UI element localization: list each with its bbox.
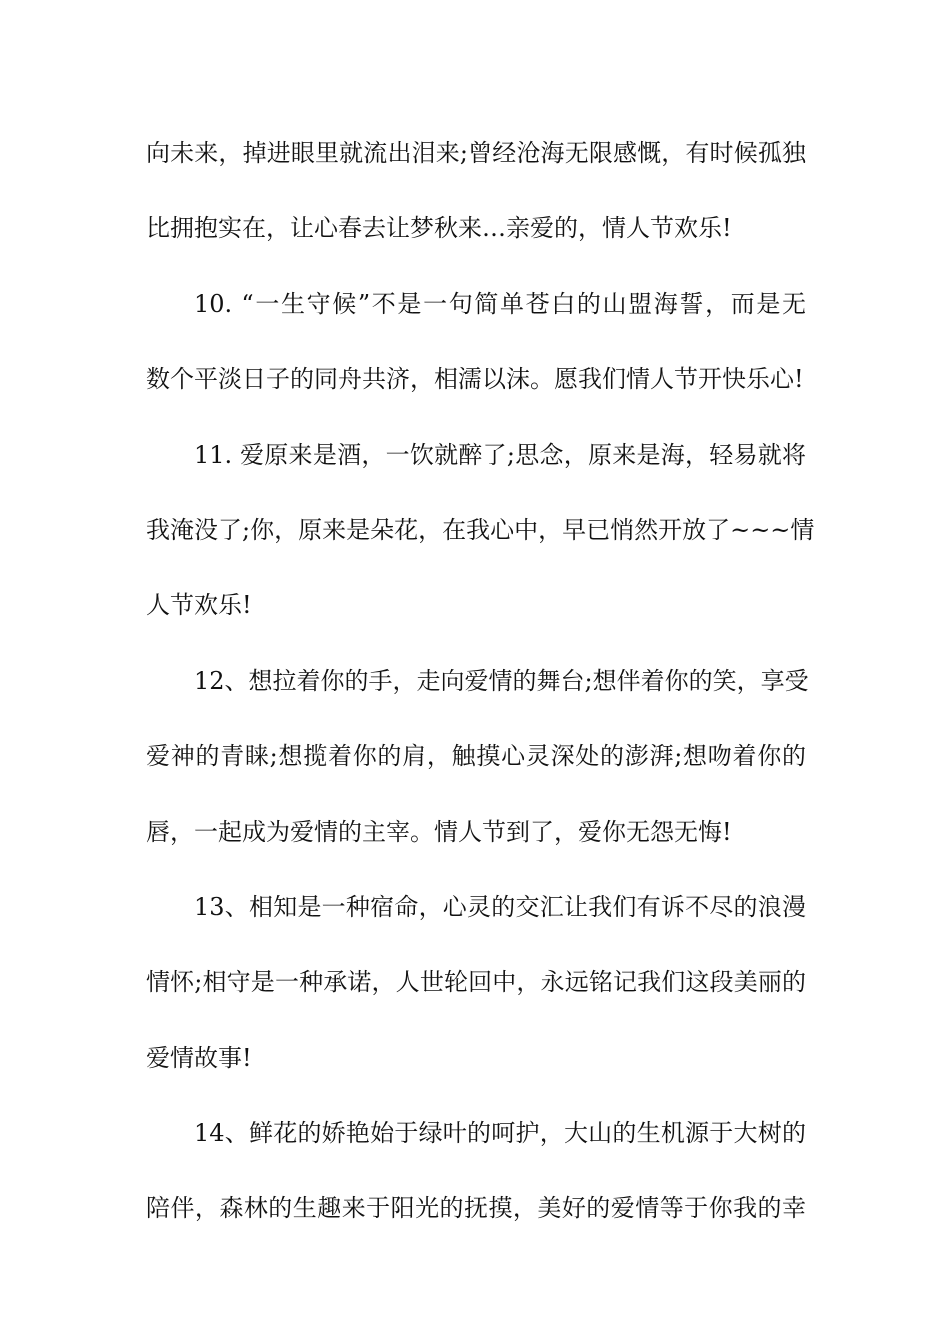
paragraph-11-start: 11. 爱原来是酒，一饮就醉了;思念，原来是海，轻易就将 [194, 440, 806, 469]
text-line: 人节欢乐! [146, 591, 252, 620]
text-line: 比拥抱实在，让心春去让梦秋来…亲爱的，情人节欢乐! [146, 214, 732, 243]
paragraph-14-start: 14、鲜花的娇艳始于绿叶的呵护，大山的生机源于大树的 [194, 1119, 806, 1148]
text-line: 爱情故事! [146, 1043, 252, 1072]
text-line: 情怀;相守是一种承诺，人世轮回中，永远铭记我们这段美丽的 [146, 968, 806, 997]
text-line: 向未来，掉进眼里就流出泪来;曾经沧海无限感慨，有时候孤独 [146, 139, 806, 167]
text-line: 爱神的青睐;想揽着你的肩，触摸心灵深处的澎湃;想吻着你的 [146, 742, 806, 771]
text-line: 陪伴，森林的生趣来于阳光的抚摸，美好的爱情等于你我的幸 [146, 1194, 806, 1223]
text-line: 我淹没了;你，原来是朵花，在我心中，早已悄然开放了~~~情 [146, 515, 815, 544]
text-line: 唇，一起成为爱情的主宰。情人节到了，爱你无怨无悔! [146, 817, 732, 846]
paragraph-10-start: 10. “一生守候”不是一句简单苍白的山盟海誓，而是无 [194, 289, 806, 318]
document-body [146, 116, 815, 1247]
paragraph-13-start: 13、相知是一种宿命，心灵的交汇让我们有诉不尽的浪漫 [194, 892, 806, 921]
text-line: 数个平淡日子的同舟共济，相濡以沫。愿我们情人节开快乐心! [146, 365, 804, 394]
paragraph-12-start: 12、想拉着你的手，走向爱情的舞台;想伴着你的笑，享受 [194, 666, 809, 695]
